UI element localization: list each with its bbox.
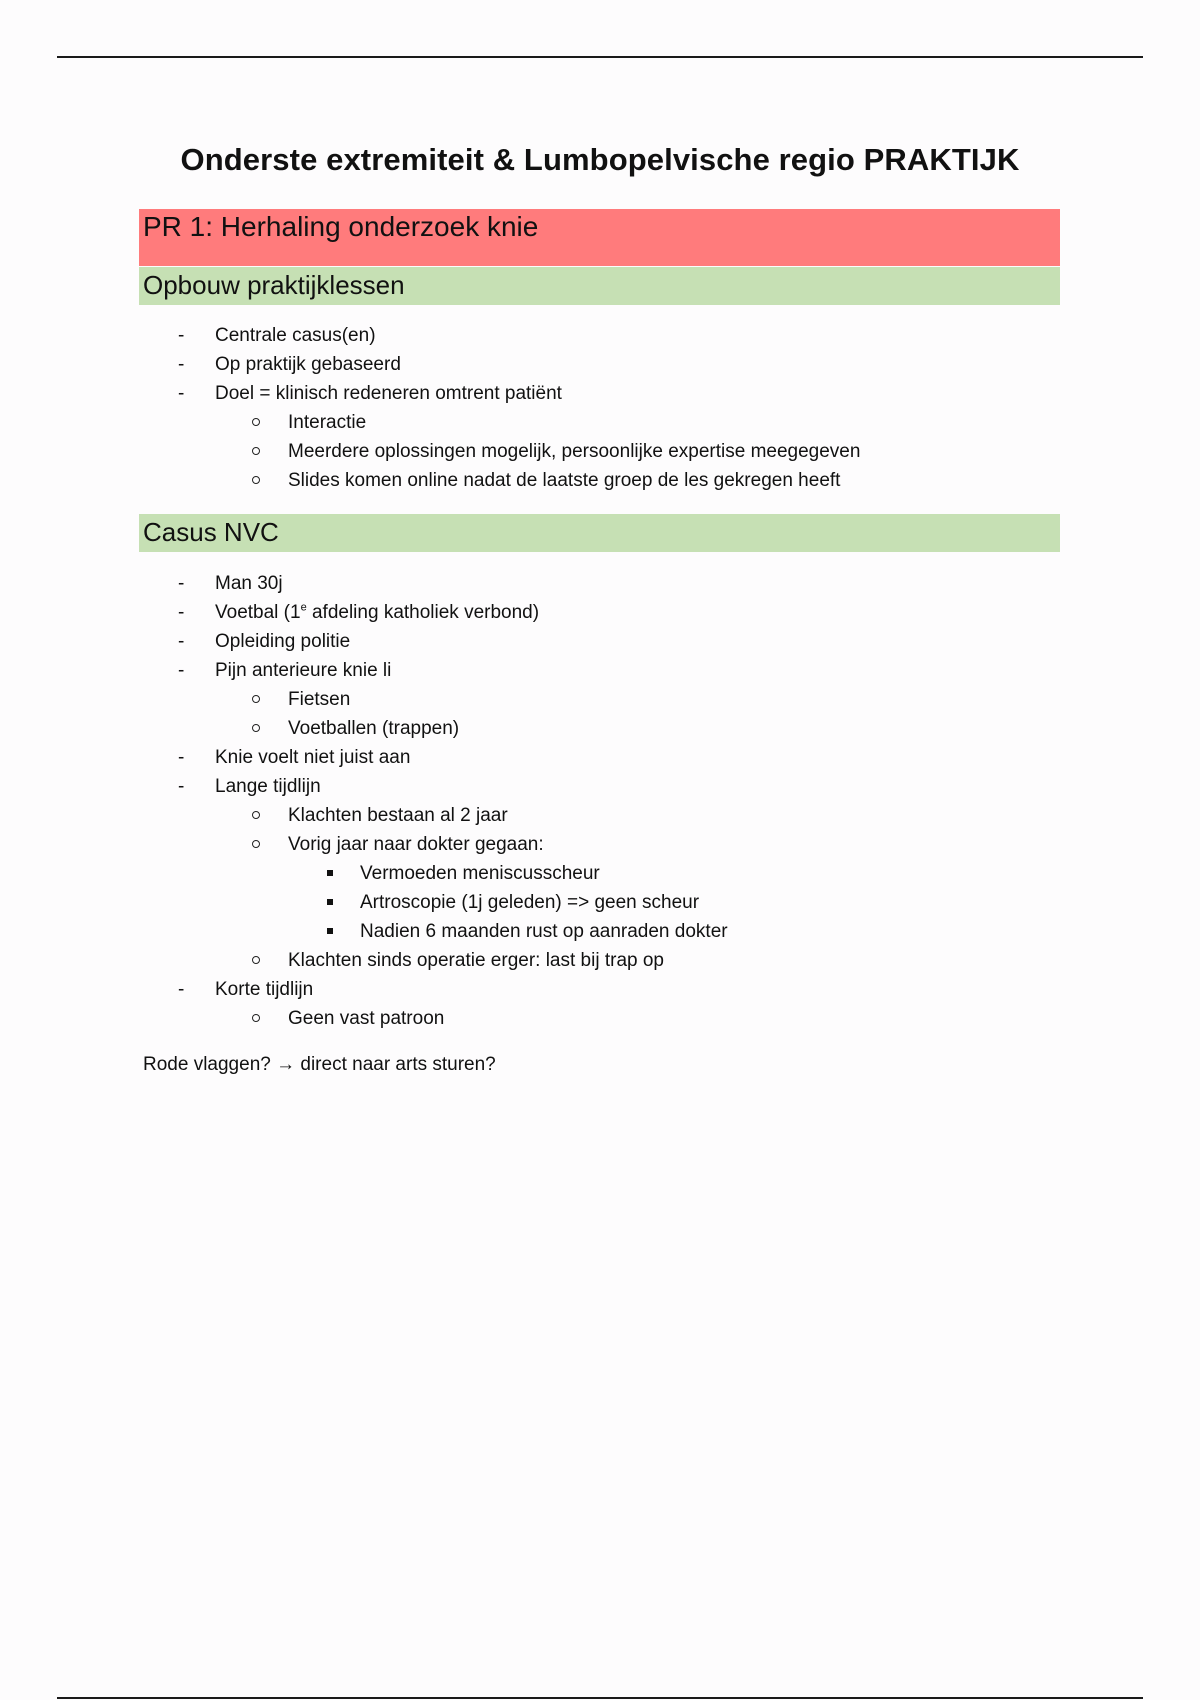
pijn-sublist (172, 685, 728, 743)
sub-list-item: Voetballen (trappen) (172, 714, 728, 743)
sub-list-wrap (172, 801, 728, 975)
document-title: Onderste extremiteit & Lumbopelvische regio PRAKTIJK (180, 142, 1020, 177)
sub-list-item: Klachten bestaan al 2 jaar (172, 801, 728, 830)
sub-list-item: Meerdere oplossingen mogelijk, persoonlijke expertise meegegeven (172, 437, 860, 466)
opbouw-list (172, 321, 860, 495)
bottom-rule (57, 1697, 1143, 1699)
sub-sub-list-item: Nadien 6 maanden rust op aanraden dokter (172, 917, 728, 946)
sub-sub-list-item: Vermoeden meniscusscheur (172, 859, 728, 888)
sub-list-wrap (172, 1004, 728, 1033)
dash-bullet: - (178, 747, 185, 768)
sub-list-item: Interactie (172, 408, 860, 437)
sub-list-item: Vorig jaar naar dokter gegaan: (172, 830, 728, 859)
voetbal-text: Voetbal (1e afdeling katholiek verbond) (215, 601, 540, 623)
dokter-sublist (172, 859, 728, 946)
list-item: - Centrale casus(en) (172, 321, 860, 350)
sub-sub-list-wrap (172, 859, 728, 946)
dash-bullet: - (178, 354, 185, 375)
dash-bullet: - (178, 631, 185, 652)
list-item: - Knie voelt niet juist aan (172, 743, 728, 772)
lange-sublist (172, 801, 728, 975)
dash-bullet: - (178, 383, 185, 404)
dash-bullet: - (178, 573, 185, 594)
list-item: - Man 30j (172, 569, 728, 598)
korte-sublist (172, 1004, 728, 1033)
list-item: - Pijn anterieure knie li (172, 656, 728, 685)
list-item (172, 598, 728, 627)
dash-bullet: - (178, 602, 185, 623)
sub-list-item: Slides komen online nadat de laatste groep de les gekregen heeft (172, 466, 860, 495)
list-item: - Opleiding politie (172, 627, 728, 656)
list-item: - Op praktijk gebaseerd (172, 350, 860, 379)
sub-list-item: Geen vast patroon (172, 1004, 728, 1033)
sub-sub-list-item: Artroscopie (1j geleden) => geen scheur (172, 888, 728, 917)
closing-question: Rode vlaggen? → direct naar arts sturen? (143, 1054, 496, 1075)
doel-sublist (172, 408, 860, 495)
sub-list-wrap (172, 685, 728, 743)
list-item: - Lange tijdlijn (172, 772, 728, 801)
list-item: - Korte tijdlijn (172, 975, 728, 1004)
dash-bullet: - (178, 660, 185, 681)
top-rule (57, 56, 1143, 58)
sub-list-item: Fietsen (172, 685, 728, 714)
heading-opbouw: Opbouw praktijklessen (139, 267, 1060, 305)
sub-list-wrap (172, 408, 860, 495)
dash-bullet: - (178, 776, 185, 797)
heading-casus: Casus NVC (139, 514, 1060, 552)
dash-bullet: - (178, 325, 185, 346)
dash-bullet: - (178, 979, 185, 1000)
section-heading-pr1: PR 1: Herhaling onderzoek knie (139, 209, 1060, 266)
list-item: - Doel = klinisch redeneren omtrent patiënt (172, 379, 860, 408)
casus-list (172, 569, 728, 1033)
sub-list-item: Klachten sinds operatie erger: last bij trap op (172, 946, 728, 975)
